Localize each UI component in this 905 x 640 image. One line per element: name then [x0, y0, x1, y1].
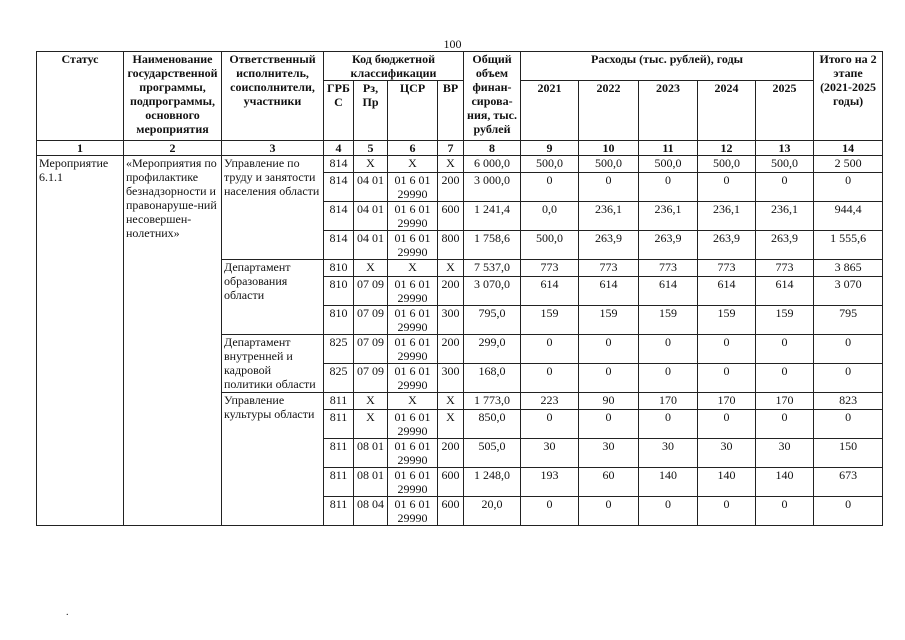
y2023-cell: 30 [639, 439, 698, 468]
y2022-cell: 773 [579, 260, 639, 277]
y2024-cell: 263,9 [698, 231, 756, 260]
column-index-row [37, 141, 883, 156]
column-index: 10 [579, 141, 639, 156]
total-cell: 1 248,0 [464, 468, 521, 497]
y2021-cell: 0 [521, 173, 579, 202]
csr-cell: X [388, 260, 438, 277]
executor-cell: Департамент внутренней и кадровой политики области [222, 335, 324, 393]
total-cell: 299,0 [464, 335, 521, 364]
y2021-cell: 0 [521, 410, 579, 439]
total-cell: 3 070,0 [464, 277, 521, 306]
vr-cell: 600 [438, 202, 464, 231]
y2021-cell: 0 [521, 335, 579, 364]
total-cell: 168,0 [464, 364, 521, 393]
csr-cell: X [388, 393, 438, 410]
total-cell: 505,0 [464, 439, 521, 468]
y2022-cell: 90 [579, 393, 639, 410]
table-row [37, 156, 883, 173]
header-name: Наименование государственной программы, подпрограммы, основного мероприятия [124, 52, 222, 141]
header-vr: ВР [438, 81, 464, 141]
total-cell: 1 241,4 [464, 202, 521, 231]
y2022-cell: 500,0 [579, 156, 639, 173]
scan-speck: . [66, 607, 69, 618]
itogo-cell: 2 500 [814, 156, 883, 173]
header-2025: 2025 [756, 81, 814, 141]
header-2022: 2022 [579, 81, 639, 141]
grbs-cell: 810 [324, 277, 354, 306]
itogo-cell: 3 865 [814, 260, 883, 277]
y2022-cell: 60 [579, 468, 639, 497]
y2021-cell: 0,0 [521, 202, 579, 231]
itogo-cell: 795 [814, 306, 883, 335]
header-csr: ЦСР [388, 81, 438, 141]
vr-cell: 300 [438, 306, 464, 335]
csr-cell: 01 6 01 29990 [388, 306, 438, 335]
y2023-cell: 263,9 [639, 231, 698, 260]
vr-cell: 200 [438, 439, 464, 468]
rzpr-cell: X [354, 393, 388, 410]
y2024-cell: 0 [698, 364, 756, 393]
y2023-cell: 0 [639, 410, 698, 439]
y2024-cell: 140 [698, 468, 756, 497]
itogo-cell: 0 [814, 335, 883, 364]
header-2021: 2021 [521, 81, 579, 141]
y2022-cell: 30 [579, 439, 639, 468]
y2025-cell: 170 [756, 393, 814, 410]
grbs-cell: 811 [324, 497, 354, 526]
y2022-cell: 236,1 [579, 202, 639, 231]
y2023-cell: 614 [639, 277, 698, 306]
y2025-cell: 0 [756, 410, 814, 439]
grbs-cell: 825 [324, 335, 354, 364]
vr-cell: 600 [438, 497, 464, 526]
itogo-cell: 0 [814, 364, 883, 393]
csr-cell: 01 6 01 29990 [388, 364, 438, 393]
rzpr-cell: 07 09 [354, 364, 388, 393]
vr-cell: 200 [438, 173, 464, 202]
y2024-cell: 159 [698, 306, 756, 335]
rzpr-cell: X [354, 260, 388, 277]
y2024-cell: 236,1 [698, 202, 756, 231]
y2025-cell: 0 [756, 497, 814, 526]
csr-cell: 01 6 01 29990 [388, 202, 438, 231]
csr-cell: 01 6 01 29990 [388, 410, 438, 439]
itogo-cell: 823 [814, 393, 883, 410]
vr-cell: 800 [438, 231, 464, 260]
total-cell: 3 000,0 [464, 173, 521, 202]
y2021-cell: 0 [521, 364, 579, 393]
column-index: 9 [521, 141, 579, 156]
executor-cell: Управление по труду и занятости населения области [222, 156, 324, 260]
grbs-cell: 814 [324, 173, 354, 202]
y2022-cell: 0 [579, 364, 639, 393]
y2021-cell: 773 [521, 260, 579, 277]
rzpr-cell: 08 04 [354, 497, 388, 526]
total-cell: 850,0 [464, 410, 521, 439]
column-index: 3 [222, 141, 324, 156]
header-executor: Ответственный исполнитель, соисполнители, участники [222, 52, 324, 141]
itogo-cell: 0 [814, 497, 883, 526]
header-code-group: Код бюджетной классификации [324, 52, 464, 81]
y2022-cell: 614 [579, 277, 639, 306]
column-index: 14 [814, 141, 883, 156]
column-index: 8 [464, 141, 521, 156]
y2025-cell: 0 [756, 364, 814, 393]
vr-cell: 200 [438, 335, 464, 364]
grbs-cell: 814 [324, 156, 354, 173]
y2022-cell: 0 [579, 173, 639, 202]
status-cell: Мероприятие 6.1.1 [37, 156, 124, 526]
y2025-cell: 30 [756, 439, 814, 468]
y2024-cell: 0 [698, 497, 756, 526]
csr-cell: X [388, 156, 438, 173]
rzpr-cell: X [354, 156, 388, 173]
budget-table [36, 51, 883, 526]
y2024-cell: 614 [698, 277, 756, 306]
csr-cell: 01 6 01 29990 [388, 497, 438, 526]
y2024-cell: 500,0 [698, 156, 756, 173]
y2023-cell: 140 [639, 468, 698, 497]
vr-cell: X [438, 156, 464, 173]
total-cell: 6 000,0 [464, 156, 521, 173]
y2021-cell: 30 [521, 439, 579, 468]
y2021-cell: 500,0 [521, 156, 579, 173]
column-index: 13 [756, 141, 814, 156]
total-cell: 1 758,6 [464, 231, 521, 260]
header-status: Статус [37, 52, 124, 141]
total-cell: 7 537,0 [464, 260, 521, 277]
csr-cell: 01 6 01 29990 [388, 335, 438, 364]
y2021-cell: 193 [521, 468, 579, 497]
rzpr-cell: 07 09 [354, 306, 388, 335]
itogo-cell: 673 [814, 468, 883, 497]
y2024-cell: 0 [698, 173, 756, 202]
grbs-cell: 810 [324, 306, 354, 335]
y2022-cell: 159 [579, 306, 639, 335]
column-index: 4 [324, 141, 354, 156]
table-body [37, 156, 883, 526]
y2025-cell: 0 [756, 173, 814, 202]
csr-cell: 01 6 01 29990 [388, 231, 438, 260]
itogo-cell: 3 070 [814, 277, 883, 306]
y2024-cell: 170 [698, 393, 756, 410]
csr-cell: 01 6 01 29990 [388, 439, 438, 468]
column-index: 2 [124, 141, 222, 156]
total-cell: 20,0 [464, 497, 521, 526]
y2022-cell: 0 [579, 410, 639, 439]
y2025-cell: 140 [756, 468, 814, 497]
y2024-cell: 0 [698, 335, 756, 364]
header-grbs: ГРБ С [324, 81, 354, 141]
header-2023: 2023 [639, 81, 698, 141]
grbs-cell: 811 [324, 410, 354, 439]
header-total: Общий объем финан-сирова-ния, тыс. рублей [464, 52, 521, 141]
y2023-cell: 159 [639, 306, 698, 335]
y2024-cell: 0 [698, 410, 756, 439]
y2023-cell: 0 [639, 364, 698, 393]
rzpr-cell: 08 01 [354, 468, 388, 497]
itogo-cell: 0 [814, 173, 883, 202]
y2021-cell: 614 [521, 277, 579, 306]
y2025-cell: 263,9 [756, 231, 814, 260]
column-index: 11 [639, 141, 698, 156]
grbs-cell: 825 [324, 364, 354, 393]
total-cell: 1 773,0 [464, 393, 521, 410]
column-index: 12 [698, 141, 756, 156]
rzpr-cell: 07 09 [354, 335, 388, 364]
y2023-cell: 236,1 [639, 202, 698, 231]
rzpr-cell: 04 01 [354, 202, 388, 231]
column-index: 1 [37, 141, 124, 156]
vr-cell: X [438, 393, 464, 410]
y2024-cell: 773 [698, 260, 756, 277]
y2021-cell: 223 [521, 393, 579, 410]
y2025-cell: 614 [756, 277, 814, 306]
y2023-cell: 773 [639, 260, 698, 277]
grbs-cell: 814 [324, 202, 354, 231]
y2025-cell: 159 [756, 306, 814, 335]
y2021-cell: 500,0 [521, 231, 579, 260]
header-expenses: Расходы (тыс. рублей), годы [521, 52, 814, 81]
executor-cell: Департамент образования области [222, 260, 324, 335]
vr-cell: 200 [438, 277, 464, 306]
y2022-cell: 0 [579, 497, 639, 526]
grbs-cell: 811 [324, 468, 354, 497]
rzpr-cell: 07 09 [354, 277, 388, 306]
rzpr-cell: X [354, 410, 388, 439]
y2023-cell: 170 [639, 393, 698, 410]
column-index: 5 [354, 141, 388, 156]
itogo-cell: 1 555,6 [814, 231, 883, 260]
program-name-cell: «Мероприятия по профилактике безнадзорности и правонаруше-ний несовершен-нолетних» [124, 156, 222, 526]
page-number: 100 [443, 37, 462, 51]
rzpr-cell: 04 01 [354, 173, 388, 202]
y2021-cell: 159 [521, 306, 579, 335]
vr-cell: X [438, 410, 464, 439]
rzpr-cell: 08 01 [354, 439, 388, 468]
y2023-cell: 0 [639, 335, 698, 364]
header-itogo: Итого на 2 этапе (2021-2025 годы) [814, 52, 883, 141]
header-rzpr: Рз, Пр [354, 81, 388, 141]
rzpr-cell: 04 01 [354, 231, 388, 260]
header-2024: 2024 [698, 81, 756, 141]
itogo-cell: 0 [814, 410, 883, 439]
y2025-cell: 500,0 [756, 156, 814, 173]
csr-cell: 01 6 01 29990 [388, 173, 438, 202]
y2022-cell: 263,9 [579, 231, 639, 260]
total-cell: 795,0 [464, 306, 521, 335]
y2024-cell: 30 [698, 439, 756, 468]
vr-cell: X [438, 260, 464, 277]
y2021-cell: 0 [521, 497, 579, 526]
y2025-cell: 236,1 [756, 202, 814, 231]
y2023-cell: 0 [639, 497, 698, 526]
y2022-cell: 0 [579, 335, 639, 364]
y2025-cell: 0 [756, 335, 814, 364]
vr-cell: 300 [438, 364, 464, 393]
itogo-cell: 150 [814, 439, 883, 468]
itogo-cell: 944,4 [814, 202, 883, 231]
grbs-cell: 810 [324, 260, 354, 277]
y2025-cell: 773 [756, 260, 814, 277]
grbs-cell: 811 [324, 393, 354, 410]
csr-cell: 01 6 01 29990 [388, 468, 438, 497]
grbs-cell: 814 [324, 231, 354, 260]
vr-cell: 600 [438, 468, 464, 497]
csr-cell: 01 6 01 29990 [388, 277, 438, 306]
column-index: 7 [438, 141, 464, 156]
executor-cell: Управление культуры области [222, 393, 324, 526]
column-index: 6 [388, 141, 438, 156]
y2023-cell: 0 [639, 173, 698, 202]
grbs-cell: 811 [324, 439, 354, 468]
y2023-cell: 500,0 [639, 156, 698, 173]
